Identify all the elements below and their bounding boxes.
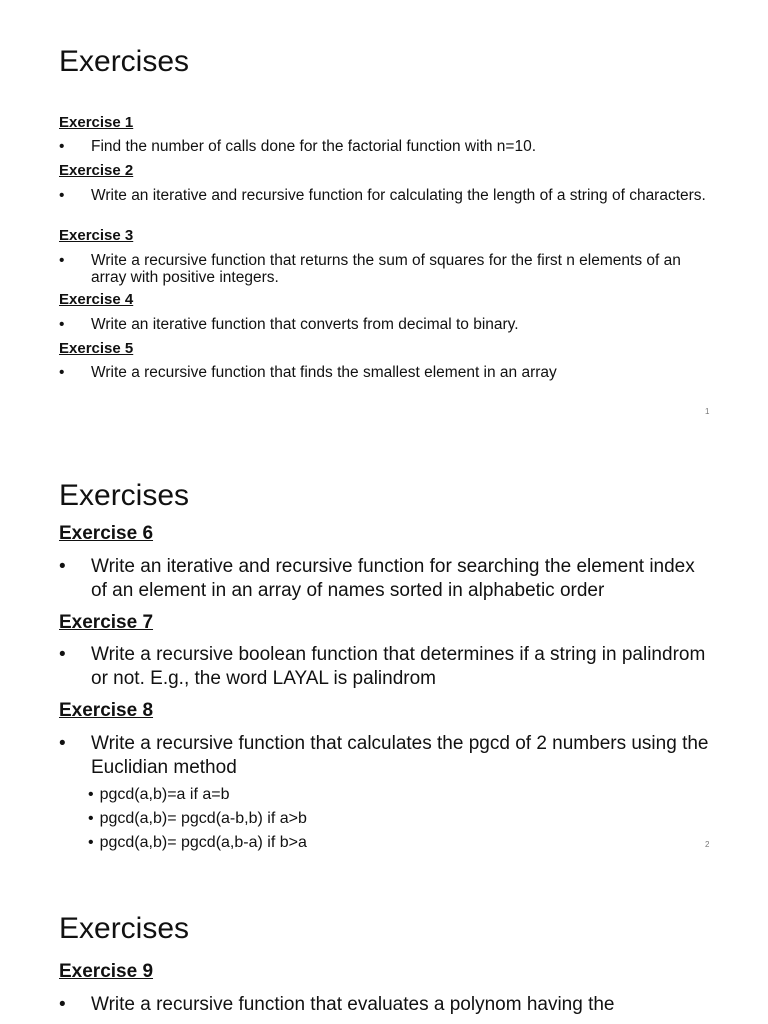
bullet-text: Write an iterative and recursive function for calculating the length of a string of characters. [91, 187, 706, 204]
bullet-dot: • [59, 138, 65, 155]
exercise-heading: Exercise 3 [59, 227, 134, 244]
bullet-dot: • [59, 252, 65, 269]
sub-bullet-text: pgcd(a,b)= pgcd(a-b,b) if a>b [99, 810, 307, 827]
sub-bullet-text: pgcd(a,b)= pgcd(a,b-a) if b>a [99, 834, 307, 851]
exercise-heading: Exercise 2 [59, 162, 134, 179]
page-number: 2 [705, 840, 710, 849]
bullet-dot: • [59, 364, 65, 381]
sub-bullet-dot: • [88, 810, 94, 827]
sub-bullet-dot: • [88, 786, 94, 803]
sub-bullet-dot: • [88, 834, 94, 851]
bullet-text: Find the number of calls done for the factorial function with n=10. [91, 138, 537, 155]
slide-title: Exercises [59, 479, 190, 512]
exercise-bullet [59, 993, 710, 1017]
exercise-heading: Exercise 9 [59, 961, 154, 982]
slide-title: Exercises [59, 45, 190, 78]
bullet-dot: • [59, 316, 65, 333]
exercise-heading: Exercise 7 [59, 612, 154, 633]
bullet-text: Write an iterative and recursive function for searching the element index of an element in an array of names sorted in alphabetic order [91, 556, 695, 601]
exercise-heading: Exercise 5 [59, 340, 134, 357]
exercise-heading: Exercise 8 [59, 700, 154, 721]
bullet-text: Write a recursive boolean function that determines if a string in palindrom or not. E.g., the word LAYAL is palindrom [91, 644, 706, 689]
slide-title: Exercises [59, 912, 190, 945]
bullet-text: Write an iterative function that converts from decimal to binary. [91, 316, 519, 333]
sub-bullet-text: pgcd(a,b)=a if a=b [99, 786, 230, 803]
bullet-text: Write a recursive function that returns the sum of squares for the first n elements of an array with positive integers. [91, 252, 681, 286]
exercise-heading: Exercise 6 [59, 523, 154, 544]
bullet-dot: • [59, 733, 66, 754]
page-number: 1 [705, 407, 710, 416]
bullet-text: Write a recursive function that evaluates a polynom having the [91, 994, 615, 1015]
bullet-dot: • [59, 187, 65, 204]
bullet-text: Write a recursive function that calculates the pgcd of 2 numbers using the Euclidian method [91, 733, 709, 778]
exercise-heading: Exercise 4 [59, 291, 134, 308]
bullet-dot: • [59, 994, 66, 1015]
bullet-text: Write a recursive function that finds the smallest element in an array [91, 364, 557, 381]
exercise-heading: Exercise 1 [59, 114, 134, 131]
bullet-dot: • [59, 556, 66, 577]
bullet-dot: • [59, 644, 66, 665]
